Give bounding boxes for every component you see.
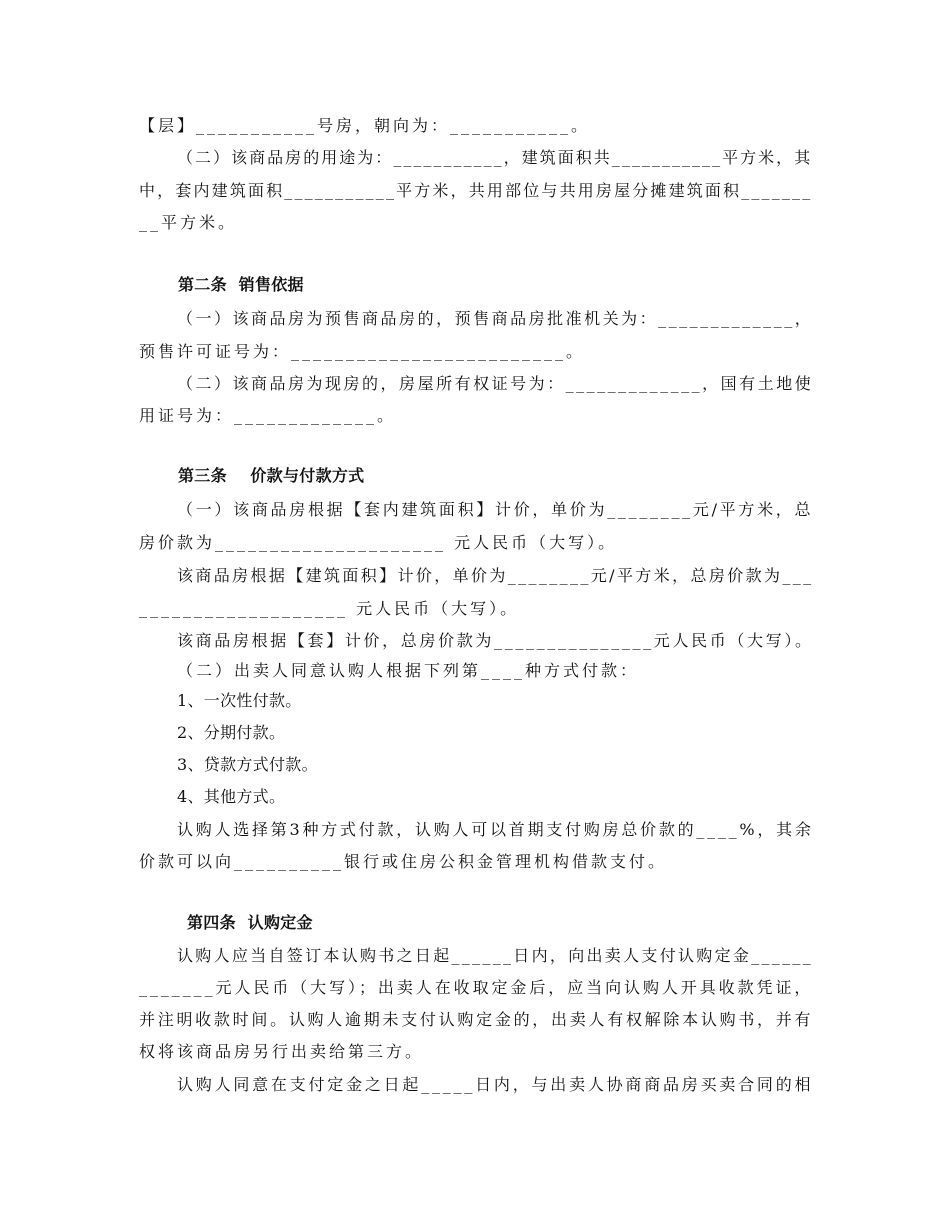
- text-line: （一）该商品房为预售商品房的，预售商品房批准机关为：_____________，: [177, 309, 814, 328]
- list-item: 1、一次性付款。: [177, 691, 302, 710]
- list-item: 3、贷款方式付款。: [177, 755, 318, 774]
- text-line: 权将该商品房另行出卖给第三方。: [139, 1042, 425, 1061]
- text-line: 认购人应当自签订本认购书之日起______日内，向出卖人支付认购定金______: [177, 946, 814, 965]
- text-line: 中，套内建筑面积___________平方米，共用部位与共用房屋分摊建筑面积_______: [139, 181, 813, 200]
- text-line: （二）出卖人同意认购人根据下列第____种方式付款：: [177, 661, 640, 680]
- text-line: 该商品房根据【套】计价，总房价款为_______________元人民币（大写）。: [177, 631, 814, 650]
- text-line: ___________________ 元人民币（大写）。: [139, 599, 520, 618]
- text-line: 房价款为_____________________ 元人民币（大写）。: [139, 533, 618, 552]
- section-heading: 第二条 销售依据: [178, 275, 304, 294]
- text-line: _______元人民币（大写）；出卖人在收取定金后，应当向认购人开具收款凭证，: [139, 978, 814, 997]
- section-heading: 第四条 认购定金: [187, 913, 313, 932]
- text-line: 并注明收款时间。认购人逾期未支付认购定金的，出卖人有权解除本认购书，并有: [139, 1010, 814, 1029]
- text-line: （二）该商品房的用途为：___________，建筑面积共___________平方米，其: [177, 148, 813, 167]
- section-heading: 第三条 价款与付款方式: [178, 466, 365, 485]
- text-line: 用证号为：_____________。: [139, 406, 397, 425]
- text-line: 认购人同意在支付定金之日起_____日内，与出卖人协商商品房买卖合同的相: [177, 1075, 814, 1094]
- text-line: （一）该商品房根据【套内建筑面积】计价，单价为________元/平方米，总: [177, 500, 814, 519]
- text-line: __平方米。: [139, 213, 238, 232]
- text-line: 预售许可证号为：_________________________。: [139, 342, 586, 361]
- text-line: 认购人选择第3种方式付款，认购人可以首期支付购房总价款的____%，其余: [177, 820, 814, 839]
- list-item: 2、分期付款。: [177, 723, 286, 742]
- text-line: 该商品房根据【建筑面积】计价，单价为________元/平方米，总房价款为___: [177, 566, 814, 585]
- text-line: 【层】___________号房，朝向为：___________。: [139, 116, 591, 135]
- list-item: 4、其他方式。: [177, 787, 286, 806]
- text-line: 价款可以向__________银行或住房公积金管理机构借款支付。: [139, 852, 668, 871]
- text-line: （二）该商品房为现房的，房屋所有权证号为：_____________，国有土地使: [177, 374, 814, 393]
